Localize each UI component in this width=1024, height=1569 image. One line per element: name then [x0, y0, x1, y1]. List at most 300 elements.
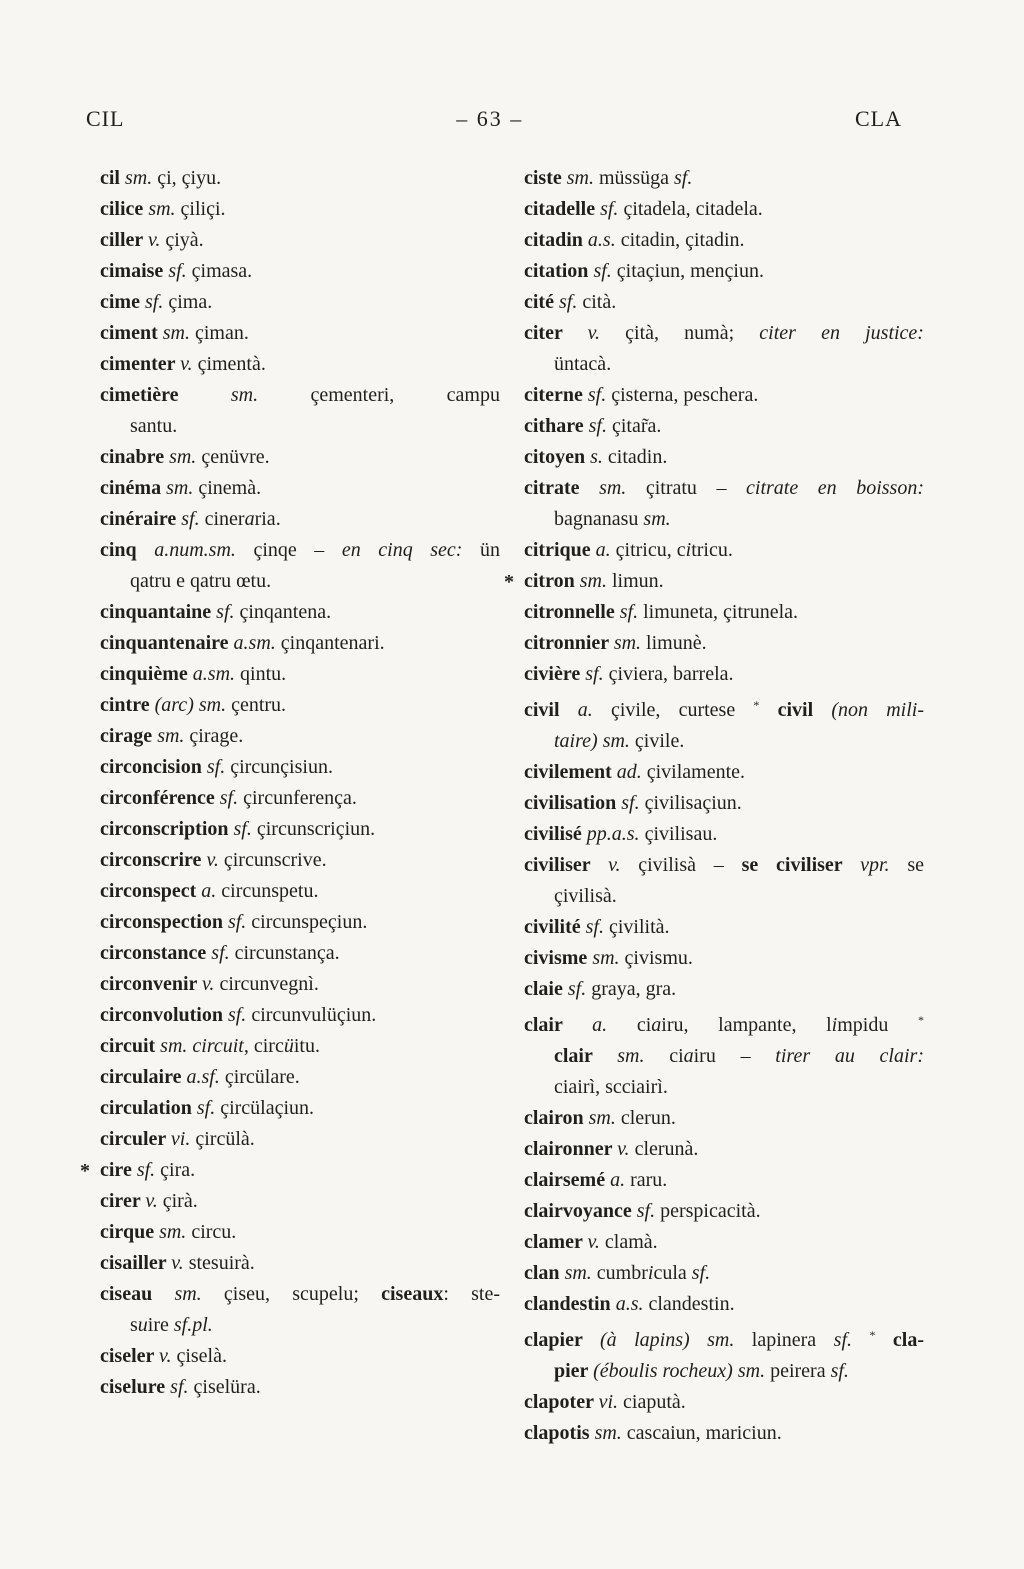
entry-line [100, 1186, 500, 1217]
entry-line [524, 380, 924, 411]
entry-line [524, 1227, 924, 1258]
dictionary-entry [524, 1387, 924, 1418]
grammar-or-italic-text: v. [608, 854, 639, 876]
translation-text: qatru e qatru œtu. [130, 570, 272, 592]
grammar-or-italic-text: sf. [833, 1329, 870, 1351]
entry-line [100, 907, 500, 938]
translation-text: çiseu, scupelu; [223, 1283, 382, 1305]
grammar-or-italic-text: sm. [148, 198, 181, 220]
grammar-or-italic-text: sm. circuit [160, 1035, 244, 1057]
dictionary-entry [100, 1248, 500, 1279]
headword: cintre [100, 694, 155, 716]
entry-line [524, 1418, 924, 1449]
dictionary-entry [100, 1341, 500, 1372]
headword: circonspect [100, 880, 202, 902]
grammar-or-italic-text: (non mili- [831, 699, 925, 721]
entry-line [524, 163, 924, 194]
translation-text: üntacà. [554, 353, 612, 375]
translation-text: limunè. [646, 632, 707, 654]
grammar-or-italic-text: sf. [619, 601, 644, 623]
headword: cinquantaine [100, 601, 217, 623]
headword: cimetière [100, 384, 231, 406]
grammar-or-italic-text: a. [610, 1169, 631, 1191]
translation-text: çità, numà; [625, 322, 760, 344]
entry-line [524, 850, 924, 881]
grammar-or-italic-text: (éboulis rocheux) sm. [593, 1360, 771, 1382]
entry-continuation-line [100, 566, 500, 597]
grammar-or-italic-text: a. [577, 699, 611, 721]
dictionary-entry [100, 194, 500, 225]
translation-text: çima. [168, 291, 213, 313]
entry-line [100, 442, 500, 473]
grammar-or-italic-text: a.s. [587, 229, 621, 251]
translation-text: çircunferença. [243, 787, 357, 809]
translation-text: çivismu. [624, 947, 693, 969]
dictionary-entry [524, 194, 924, 225]
grammar-or-italic-text: a.s. [615, 1293, 649, 1315]
entry-line [100, 1279, 500, 1310]
headword: ciseau [100, 1283, 175, 1305]
headword: ciment [100, 322, 163, 344]
entry-line [100, 194, 500, 225]
translation-text: ciaputà. [623, 1391, 686, 1413]
dictionary-entry [100, 1062, 500, 1093]
translation-text: citadin. [607, 446, 668, 468]
dictionary-entry [100, 814, 500, 845]
entry-line [524, 597, 924, 628]
grammar-or-italic-text: a. [592, 1014, 637, 1036]
dictionary-entry [524, 1165, 924, 1196]
translation-text: ire [147, 1314, 174, 1336]
entry-line [100, 1062, 500, 1093]
dictionary-entry [100, 1031, 500, 1062]
translation-text: ün [480, 539, 501, 561]
headword: civilement [524, 761, 617, 783]
dictionary-entry [100, 1124, 500, 1155]
dictionary-entry [524, 1227, 924, 1258]
grammar-or-italic-text: sf. [216, 601, 240, 623]
translation-text: çitadela, citadela. [623, 198, 763, 220]
headword: cirque [100, 1221, 160, 1243]
dictionary-entry [524, 380, 924, 411]
dictionary-entry [100, 225, 500, 256]
headword: circonvenir [100, 973, 203, 995]
headword: civil [759, 699, 832, 721]
grammar-or-italic-text: sf. [558, 291, 583, 313]
headword: circoncision [100, 756, 207, 778]
translation-text: circunvegnì. [219, 973, 319, 995]
entry-line [100, 225, 500, 256]
grammar-or-italic-text: sm. [588, 1107, 621, 1129]
grammar-or-italic-text: v. [147, 229, 166, 251]
entry-line [524, 287, 924, 318]
entry-line [524, 690, 924, 726]
running-header [86, 106, 902, 132]
grammar-or-italic-text: vi. [598, 1391, 624, 1413]
entry-continuation-line [524, 1356, 924, 1387]
headword: cire [100, 1159, 137, 1181]
entry-line [524, 1005, 924, 1041]
headword: civisme [524, 947, 593, 969]
entry-line [524, 819, 924, 850]
entry-line [100, 721, 500, 752]
grammar-or-italic-text: sf. [691, 1262, 711, 1284]
entry-continuation-line [100, 411, 500, 442]
headword: civil [524, 699, 578, 721]
entry-continuation-line [524, 349, 924, 380]
dictionary-entry [100, 1372, 500, 1403]
entry-line [524, 566, 924, 597]
grammar-or-italic-text: sf. [168, 260, 192, 282]
translation-text: tricu. [691, 539, 733, 561]
grammar-or-italic-text: sf. [588, 415, 612, 437]
inline-reference-star-icon: * [753, 698, 760, 712]
grammar-or-italic-text: sf.pl. [173, 1314, 213, 1336]
grammar-or-italic-text: i [685, 539, 692, 561]
entry-line [100, 752, 500, 783]
entry-line [524, 1196, 924, 1227]
grammar-or-italic-text: sf. [636, 1200, 661, 1222]
translation-text: circunvulüçiun. [251, 1004, 377, 1026]
translation-text: çivile. [634, 730, 685, 752]
headword: cinéraire [100, 508, 182, 530]
headword: ciselure [100, 1376, 171, 1398]
translation-text: santu. [130, 415, 178, 437]
headword: cimaise [100, 260, 169, 282]
entry-line [524, 1320, 924, 1356]
translation-text: ciner [204, 508, 245, 530]
dictionary-entry [504, 566, 924, 597]
translation-text: çitar̃a. [611, 415, 662, 437]
translation-text: çira. [160, 1159, 196, 1181]
translation-text: perspicacità. [660, 1200, 761, 1222]
page-number: – 63 – [456, 106, 524, 131]
grammar-or-italic-text: v. [202, 973, 220, 995]
dictionary-entry [524, 163, 924, 194]
translation-text: çircülà. [195, 1128, 255, 1150]
headword: civilité [524, 916, 586, 938]
grammar-or-italic-text: sm. [166, 477, 199, 499]
translation-text: çircunscrive. [223, 849, 327, 871]
grammar-or-italic-text: vi. [170, 1128, 196, 1150]
dictionary-entry [100, 287, 500, 318]
translation-text: s [130, 1314, 138, 1336]
entry-line [524, 1134, 924, 1165]
grammar-or-italic-text: s. [590, 446, 608, 468]
headword: cinquantenaire [100, 632, 234, 654]
entry-line [100, 845, 500, 876]
grammar-or-italic-text: sm. [564, 1262, 597, 1284]
translation-text: çisterna, peschera. [611, 384, 759, 406]
headword: circonspection [100, 911, 228, 933]
entry-continuation-line [100, 1310, 500, 1341]
header-guide-word-right: CLA [854, 106, 902, 131]
headword: pier [554, 1360, 594, 1382]
grammar-or-italic-text: i [831, 1014, 838, 1036]
headword: circonscrire [100, 849, 207, 871]
grammar-or-italic-text: sm. [169, 446, 202, 468]
translation-text: itu. [293, 1035, 320, 1057]
headword: citrate [524, 477, 600, 499]
headword: ciseaux [381, 1283, 444, 1305]
dictionary-entry [524, 1418, 924, 1449]
entry-continuation-line [524, 726, 924, 757]
entry-line [524, 757, 924, 788]
dictionary-entry [100, 1279, 500, 1341]
translation-text: çenüvre. [201, 446, 270, 468]
translation-text: çinemà. [198, 477, 262, 499]
dictionary-entry [524, 597, 924, 628]
dictionary-entry [100, 597, 500, 628]
translation-text: çivilità. [608, 916, 670, 938]
grammar-or-italic-text: sm. [594, 1422, 627, 1444]
headword: citadelle [524, 198, 601, 220]
entry-line [100, 349, 500, 380]
inline-reference-star-icon: * [918, 1013, 924, 1027]
dictionary-entry [524, 912, 924, 943]
entry-line [100, 1155, 500, 1186]
dictionary-entry [100, 535, 500, 597]
entry-line [524, 788, 924, 819]
headword: cilice [100, 198, 149, 220]
grammar-or-italic-text: sf. [674, 167, 693, 189]
entry-line [100, 690, 500, 721]
entry-line [100, 938, 500, 969]
entry-line [100, 287, 500, 318]
translation-text: iru – [693, 1045, 776, 1067]
translation-text: çiman. [195, 322, 249, 344]
entry-line [524, 628, 924, 659]
translation-text: lapinera [751, 1329, 834, 1351]
dictionary-entry [100, 690, 500, 721]
translation-text: se [907, 854, 924, 876]
headword: cirage [100, 725, 158, 747]
translation-text: : ste- [443, 1283, 501, 1305]
entry-line [524, 256, 924, 287]
entry-line [100, 628, 500, 659]
entry-line [100, 783, 500, 814]
headword: cil [100, 167, 125, 189]
headword: claie [524, 978, 568, 1000]
dictionary-entry [524, 1289, 924, 1320]
grammar-or-italic-text: sm. [617, 1045, 670, 1067]
grammar-or-italic-text: sm. [162, 322, 195, 344]
entry-line [524, 1289, 924, 1320]
entry-line [100, 504, 500, 535]
grammar-or-italic-text: sf. [219, 787, 244, 809]
translation-text: limuneta, çitrunela. [643, 601, 799, 623]
headword: se civiliser [741, 854, 861, 876]
headword: cithare [524, 415, 589, 437]
entry-line [524, 1165, 924, 1196]
grammar-or-italic-text: v. [145, 1190, 163, 1212]
entry-line [100, 1124, 500, 1155]
dictionary-entry [524, 819, 924, 850]
cross-reference-star-icon: * [504, 571, 514, 593]
grammar-or-italic-text: v. [206, 849, 224, 871]
grammar-or-italic-text: sm. [613, 632, 647, 654]
grammar-or-italic-text: sm. [230, 384, 311, 406]
grammar-or-italic-text: i [647, 1262, 654, 1284]
dictionary-entry [524, 1134, 924, 1165]
entry-line [524, 318, 924, 349]
right-column [504, 163, 925, 1449]
grammar-or-italic-text: a.sm. [192, 663, 241, 685]
headword: civiliser [524, 854, 609, 876]
headword: citrique [524, 539, 596, 561]
translation-text: citadin, çitadin. [620, 229, 745, 251]
translation-text: çinqantenari. [280, 632, 385, 654]
dictionary-entry [100, 907, 500, 938]
translation-text: ci [669, 1045, 684, 1067]
grammar-or-italic-text: v. [587, 1231, 605, 1253]
translation-text: çitaçiun, mençiun. [616, 260, 764, 282]
translation-text: çinqe – [253, 539, 342, 561]
grammar-or-italic-text: v. [617, 1138, 635, 1160]
dictionary-entry [524, 256, 924, 287]
grammar-or-italic-text: sf. [585, 663, 609, 685]
entry-line [524, 659, 924, 690]
headword: cirer [100, 1190, 146, 1212]
translation-text: çircülare. [224, 1066, 300, 1088]
headword: clairvoyance [524, 1200, 637, 1222]
dictionary-entry [100, 938, 500, 969]
dictionary-entry [524, 287, 924, 318]
dictionary-entry [100, 163, 500, 194]
translation-text: clamà. [604, 1231, 658, 1253]
dictionary-entry [524, 850, 924, 912]
headword: clapier [524, 1329, 600, 1351]
grammar-or-italic-text: v. [587, 322, 626, 344]
dictionary-entry [100, 845, 500, 876]
dictionary-entry [100, 783, 500, 814]
grammar-or-italic-text: a. [595, 539, 616, 561]
dictionary-entry [524, 225, 924, 256]
dictionary-entry [100, 628, 500, 659]
grammar-or-italic-text: citrate en boisson: [746, 477, 924, 499]
headword: cité [524, 291, 559, 313]
grammar-or-italic-text: sf. [170, 1376, 194, 1398]
grammar-or-italic-text: (à lapins) sm. [599, 1329, 752, 1351]
grammar-or-italic-text: sm. [566, 167, 599, 189]
translation-text: clerun. [620, 1107, 676, 1129]
entry-line [524, 411, 924, 442]
headword: clairsemé [524, 1169, 611, 1191]
translation-text: circunspetu. [221, 880, 319, 902]
grammar-or-italic-text: sf. [181, 508, 205, 530]
headword: circuit [100, 1035, 161, 1057]
entry-line [100, 969, 500, 1000]
entry-line [100, 1341, 500, 1372]
translation-text: ci [636, 1014, 652, 1036]
headword: cinabre [100, 446, 170, 468]
translation-text: çivilisà. [554, 885, 617, 907]
dictionary-entry [524, 318, 924, 380]
dictionary-entry [100, 1093, 500, 1124]
translation-text: circu. [191, 1221, 237, 1243]
headword: ciller [100, 229, 148, 251]
headword: citronnier [524, 632, 614, 654]
translation-text: çiyà. [165, 229, 204, 251]
grammar-or-italic-text: sm. [125, 167, 158, 189]
grammar-or-italic-text: sm. [592, 947, 625, 969]
grammar-or-italic-text: sm. [174, 1283, 224, 1305]
headword: clairon [524, 1107, 589, 1129]
headword: citation [524, 260, 594, 282]
headword: clan [524, 1262, 565, 1284]
translation-text: çivilisau. [644, 823, 718, 845]
translation-text: çivile, curtese [610, 699, 754, 721]
dictionary-entry [524, 659, 924, 690]
translation-text: stesuirà. [188, 1252, 255, 1274]
header-guide-word-left: CIL [86, 106, 125, 131]
grammar-or-italic-text: sf. [830, 1360, 849, 1382]
dictionary-entry [100, 1217, 500, 1248]
grammar-or-italic-text: a.num.sm. [154, 539, 254, 561]
grammar-or-italic-text: sf. [585, 916, 609, 938]
translation-text: müssüga [599, 167, 674, 189]
headword: circonvolution [100, 1004, 228, 1026]
translation-text: çementeri, campu [310, 384, 500, 406]
dictionary-entry [524, 757, 924, 788]
dictionary-entry [100, 876, 500, 907]
dictionary-entry [100, 442, 500, 473]
inline-reference-star-icon: * [869, 1328, 876, 1342]
entry-line [100, 318, 500, 349]
headword: cinquième [100, 663, 193, 685]
entry-line [524, 535, 924, 566]
grammar-or-italic-text: (arc) sm. [154, 694, 232, 716]
translation-text: çivilisà – [638, 854, 742, 876]
dictionary-entry [100, 752, 500, 783]
headword: civière [524, 663, 586, 685]
headword: claironner [524, 1138, 618, 1160]
entry-line [524, 194, 924, 225]
headword: circuler [100, 1128, 171, 1150]
headword: cisailler [100, 1252, 172, 1274]
entry-continuation-line [524, 1072, 924, 1103]
grammar-or-italic-text: taire) sm. [554, 730, 635, 752]
text-columns [80, 163, 925, 1449]
entry-continuation-line [524, 881, 924, 912]
dictionary-entry [100, 721, 500, 752]
dictionary-entry [524, 628, 924, 659]
dictionary-entry [524, 411, 924, 442]
translation-text: çiviera, barrela. [608, 663, 734, 685]
translation-text: clerunà. [634, 1138, 699, 1160]
headword: civilisé [524, 823, 587, 845]
translation-text: graya, gra. [591, 978, 677, 1000]
translation-text: limun. [611, 570, 664, 592]
dictionary-entry [524, 788, 924, 819]
headword: circulation [100, 1097, 197, 1119]
grammar-or-italic-text: sf. [206, 756, 231, 778]
entry-line [524, 974, 924, 1005]
grammar-or-italic-text: sf. [227, 911, 252, 933]
translation-text: , circ [243, 1035, 284, 1057]
translation-text: circunstança. [234, 942, 340, 964]
grammar-or-italic-text: citer en justice: [759, 322, 924, 344]
headword: citer [524, 322, 588, 344]
dictionary-entry [524, 442, 924, 473]
dictionary-entry [100, 969, 500, 1000]
headword: clair [524, 1014, 593, 1036]
dictionary-entry [524, 1196, 924, 1227]
dictionary-entry [100, 256, 500, 287]
translation-text: çentru. [231, 694, 287, 716]
headword: clapotis [524, 1422, 595, 1444]
translation-text: çircunscriçiun. [256, 818, 376, 840]
